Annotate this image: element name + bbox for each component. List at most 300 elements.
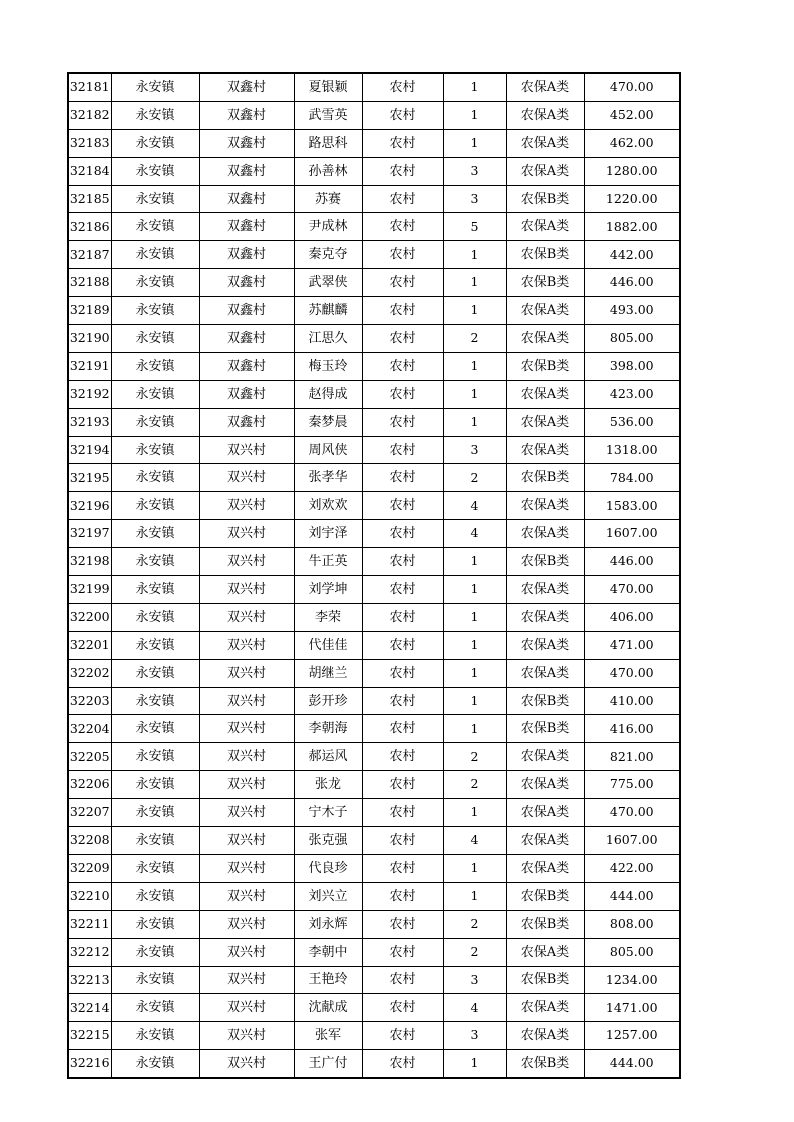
cell-name: 代良珍 — [294, 854, 362, 882]
cell-amount: 446.00 — [584, 269, 680, 297]
cell-name: 李朝中 — [294, 938, 362, 966]
cell-type: 农村 — [362, 129, 443, 157]
cell-count: 1 — [443, 854, 506, 882]
cell-type: 农村 — [362, 297, 443, 325]
cell-type: 农村 — [362, 576, 443, 604]
cell-count: 1 — [443, 241, 506, 269]
cell-id: 32189 — [68, 297, 111, 325]
cell-type: 农村 — [362, 185, 443, 213]
cell-name: 李朝海 — [294, 715, 362, 743]
table-row — [68, 1022, 680, 1050]
cell-amount: 808.00 — [584, 910, 680, 938]
cell-amount: 1257.00 — [584, 1022, 680, 1050]
cell-name: 武翠侠 — [294, 269, 362, 297]
cell-name: 江思久 — [294, 325, 362, 353]
cell-village: 双兴村 — [199, 548, 294, 576]
cell-count: 2 — [443, 910, 506, 938]
cell-count: 1 — [443, 548, 506, 576]
cell-village: 双兴村 — [199, 715, 294, 743]
cell-count: 1 — [443, 352, 506, 380]
cell-category: 农保A类 — [506, 325, 584, 353]
table-row — [68, 882, 680, 910]
cell-id: 32201 — [68, 631, 111, 659]
cell-name: 张龙 — [294, 771, 362, 799]
cell-category: 农保A类 — [506, 771, 584, 799]
cell-name: 张军 — [294, 1022, 362, 1050]
cell-amount: 775.00 — [584, 771, 680, 799]
cell-type: 农村 — [362, 380, 443, 408]
cell-name: 秦梦晨 — [294, 408, 362, 436]
cell-town: 永安镇 — [111, 1022, 199, 1050]
cell-village: 双兴村 — [199, 464, 294, 492]
cell-village: 双兴村 — [199, 520, 294, 548]
cell-name: 夏银颖 — [294, 73, 362, 101]
cell-name: 张克强 — [294, 827, 362, 855]
cell-type: 农村 — [362, 464, 443, 492]
table-row — [68, 1050, 680, 1078]
cell-id: 32204 — [68, 715, 111, 743]
cell-amount: 416.00 — [584, 715, 680, 743]
cell-count: 1 — [443, 576, 506, 604]
cell-type: 农村 — [362, 325, 443, 353]
cell-category: 农保A类 — [506, 520, 584, 548]
table-row — [68, 994, 680, 1022]
cell-town: 永安镇 — [111, 436, 199, 464]
cell-category: 农保B类 — [506, 715, 584, 743]
cell-category: 农保A类 — [506, 436, 584, 464]
cell-town: 永安镇 — [111, 910, 199, 938]
cell-id: 32188 — [68, 269, 111, 297]
table-row — [68, 325, 680, 353]
cell-id: 32216 — [68, 1050, 111, 1078]
table-row — [68, 576, 680, 604]
cell-id: 32213 — [68, 966, 111, 994]
cell-amount: 446.00 — [584, 548, 680, 576]
cell-count: 1 — [443, 603, 506, 631]
cell-amount: 1234.00 — [584, 966, 680, 994]
cell-amount: 821.00 — [584, 743, 680, 771]
cell-village: 双鑫村 — [199, 297, 294, 325]
cell-type: 农村 — [362, 101, 443, 129]
cell-count: 1 — [443, 129, 506, 157]
table-row — [68, 938, 680, 966]
document-page — [67, 72, 679, 1079]
cell-id: 32199 — [68, 576, 111, 604]
cell-town: 永安镇 — [111, 548, 199, 576]
cell-village: 双兴村 — [199, 1050, 294, 1078]
cell-id: 32207 — [68, 799, 111, 827]
cell-count: 2 — [443, 464, 506, 492]
cell-category: 农保A类 — [506, 157, 584, 185]
table-row — [68, 73, 680, 101]
cell-type: 农村 — [362, 631, 443, 659]
cell-count: 1 — [443, 687, 506, 715]
cell-town: 永安镇 — [111, 101, 199, 129]
cell-village: 双兴村 — [199, 799, 294, 827]
cell-amount: 406.00 — [584, 603, 680, 631]
cell-id: 32205 — [68, 743, 111, 771]
cell-name: 李荣 — [294, 603, 362, 631]
cell-name: 刘兴立 — [294, 882, 362, 910]
cell-category: 农保A类 — [506, 854, 584, 882]
cell-village: 双鑫村 — [199, 73, 294, 101]
cell-town: 永安镇 — [111, 297, 199, 325]
table-row — [68, 380, 680, 408]
cell-category: 农保B类 — [506, 910, 584, 938]
cell-type: 农村 — [362, 1022, 443, 1050]
cell-amount: 442.00 — [584, 241, 680, 269]
cell-count: 1 — [443, 101, 506, 129]
cell-type: 农村 — [362, 994, 443, 1022]
cell-category: 农保A类 — [506, 659, 584, 687]
table-row — [68, 548, 680, 576]
cell-amount: 1882.00 — [584, 213, 680, 241]
cell-name: 苏麒麟 — [294, 297, 362, 325]
cell-count: 1 — [443, 882, 506, 910]
cell-id: 32191 — [68, 352, 111, 380]
cell-town: 永安镇 — [111, 659, 199, 687]
cell-id: 32202 — [68, 659, 111, 687]
cell-count: 4 — [443, 994, 506, 1022]
cell-count: 3 — [443, 185, 506, 213]
cell-village: 双鑫村 — [199, 408, 294, 436]
cell-town: 永安镇 — [111, 576, 199, 604]
table-row — [68, 269, 680, 297]
cell-village: 双鑫村 — [199, 157, 294, 185]
cell-count: 3 — [443, 157, 506, 185]
cell-name: 刘欢欢 — [294, 492, 362, 520]
cell-type: 农村 — [362, 492, 443, 520]
cell-type: 农村 — [362, 408, 443, 436]
cell-category: 农保A类 — [506, 297, 584, 325]
cell-town: 永安镇 — [111, 213, 199, 241]
cell-category: 农保A类 — [506, 603, 584, 631]
cell-category: 农保A类 — [506, 631, 584, 659]
cell-town: 永安镇 — [111, 408, 199, 436]
cell-amount: 423.00 — [584, 380, 680, 408]
cell-category: 农保B类 — [506, 241, 584, 269]
cell-type: 农村 — [362, 659, 443, 687]
cell-name: 郝运风 — [294, 743, 362, 771]
cell-type: 农村 — [362, 520, 443, 548]
cell-type: 农村 — [362, 548, 443, 576]
cell-category: 农保B类 — [506, 185, 584, 213]
cell-category: 农保A类 — [506, 73, 584, 101]
cell-name: 王艳玲 — [294, 966, 362, 994]
table-row — [68, 799, 680, 827]
table-row — [68, 492, 680, 520]
cell-town: 永安镇 — [111, 994, 199, 1022]
cell-village: 双鑫村 — [199, 129, 294, 157]
cell-id: 32208 — [68, 827, 111, 855]
table-row — [68, 715, 680, 743]
cell-id: 32190 — [68, 325, 111, 353]
table-row — [68, 771, 680, 799]
cell-count: 1 — [443, 799, 506, 827]
cell-amount: 536.00 — [584, 408, 680, 436]
cell-amount: 805.00 — [584, 325, 680, 353]
cell-village: 双兴村 — [199, 603, 294, 631]
cell-type: 农村 — [362, 771, 443, 799]
cell-id: 32209 — [68, 854, 111, 882]
cell-count: 1 — [443, 380, 506, 408]
cell-town: 永安镇 — [111, 966, 199, 994]
cell-category: 农保B类 — [506, 966, 584, 994]
cell-village: 双鑫村 — [199, 352, 294, 380]
cell-count: 2 — [443, 325, 506, 353]
cell-amount: 1280.00 — [584, 157, 680, 185]
cell-id: 32184 — [68, 157, 111, 185]
cell-amount: 470.00 — [584, 73, 680, 101]
cell-category: 农保A类 — [506, 408, 584, 436]
cell-village: 双兴村 — [199, 994, 294, 1022]
cell-village: 双兴村 — [199, 659, 294, 687]
cell-id: 32187 — [68, 241, 111, 269]
cell-town: 永安镇 — [111, 938, 199, 966]
cell-village: 双鑫村 — [199, 213, 294, 241]
cell-amount: 422.00 — [584, 854, 680, 882]
cell-count: 3 — [443, 966, 506, 994]
cell-count: 2 — [443, 771, 506, 799]
table-row — [68, 966, 680, 994]
cell-town: 永安镇 — [111, 157, 199, 185]
cell-id: 32186 — [68, 213, 111, 241]
cell-name: 孙善林 — [294, 157, 362, 185]
cell-village: 双兴村 — [199, 436, 294, 464]
cell-name: 宁木子 — [294, 799, 362, 827]
cell-name: 武雪英 — [294, 101, 362, 129]
cell-count: 1 — [443, 659, 506, 687]
cell-town: 永安镇 — [111, 352, 199, 380]
cell-id: 32192 — [68, 380, 111, 408]
cell-type: 农村 — [362, 882, 443, 910]
cell-village: 双兴村 — [199, 743, 294, 771]
cell-amount: 462.00 — [584, 129, 680, 157]
cell-id: 32211 — [68, 910, 111, 938]
cell-count: 1 — [443, 715, 506, 743]
cell-town: 永安镇 — [111, 325, 199, 353]
cell-name: 张孝华 — [294, 464, 362, 492]
table-row — [68, 297, 680, 325]
cell-category: 农保A类 — [506, 994, 584, 1022]
cell-count: 4 — [443, 520, 506, 548]
table-row — [68, 408, 680, 436]
cell-name: 苏赛 — [294, 185, 362, 213]
cell-category: 农保A类 — [506, 101, 584, 129]
cell-id: 32200 — [68, 603, 111, 631]
cell-village: 双兴村 — [199, 966, 294, 994]
cell-town: 永安镇 — [111, 73, 199, 101]
cell-count: 1 — [443, 297, 506, 325]
cell-amount: 444.00 — [584, 1050, 680, 1078]
cell-type: 农村 — [362, 827, 443, 855]
cell-type: 农村 — [362, 603, 443, 631]
cell-id: 32195 — [68, 464, 111, 492]
cell-amount: 784.00 — [584, 464, 680, 492]
cell-count: 1 — [443, 631, 506, 659]
table-row — [68, 659, 680, 687]
cell-town: 永安镇 — [111, 743, 199, 771]
cell-category: 农保A类 — [506, 799, 584, 827]
cell-town: 永安镇 — [111, 269, 199, 297]
cell-town: 永安镇 — [111, 464, 199, 492]
cell-category: 农保B类 — [506, 269, 584, 297]
cell-category: 农保B类 — [506, 464, 584, 492]
table-row — [68, 854, 680, 882]
cell-village: 双兴村 — [199, 771, 294, 799]
cell-type: 农村 — [362, 269, 443, 297]
cell-amount: 1318.00 — [584, 436, 680, 464]
cell-type: 农村 — [362, 213, 443, 241]
cell-amount: 444.00 — [584, 882, 680, 910]
table-row — [68, 185, 680, 213]
cell-type: 农村 — [362, 687, 443, 715]
cell-category: 农保A类 — [506, 576, 584, 604]
cell-category: 农保A类 — [506, 743, 584, 771]
cell-category: 农保A类 — [506, 492, 584, 520]
cell-id: 32206 — [68, 771, 111, 799]
cell-id: 32185 — [68, 185, 111, 213]
cell-count: 4 — [443, 492, 506, 520]
cell-type: 农村 — [362, 799, 443, 827]
cell-village: 双兴村 — [199, 854, 294, 882]
cell-town: 永安镇 — [111, 771, 199, 799]
cell-village: 双鑫村 — [199, 241, 294, 269]
cell-village: 双兴村 — [199, 938, 294, 966]
cell-name: 刘永辉 — [294, 910, 362, 938]
cell-village: 双鑫村 — [199, 185, 294, 213]
cell-id: 32194 — [68, 436, 111, 464]
cell-count: 2 — [443, 938, 506, 966]
cell-type: 农村 — [362, 1050, 443, 1078]
cell-type: 农村 — [362, 854, 443, 882]
cell-count: 5 — [443, 213, 506, 241]
cell-amount: 452.00 — [584, 101, 680, 129]
cell-amount: 398.00 — [584, 352, 680, 380]
table-row — [68, 631, 680, 659]
cell-town: 永安镇 — [111, 827, 199, 855]
cell-amount: 470.00 — [584, 659, 680, 687]
cell-id: 32181 — [68, 73, 111, 101]
table-row — [68, 743, 680, 771]
cell-id: 32212 — [68, 938, 111, 966]
table-row — [68, 687, 680, 715]
cell-name: 刘学坤 — [294, 576, 362, 604]
cell-amount: 470.00 — [584, 576, 680, 604]
table-row — [68, 157, 680, 185]
cell-category: 农保A类 — [506, 380, 584, 408]
cell-town: 永安镇 — [111, 715, 199, 743]
cell-amount: 470.00 — [584, 799, 680, 827]
table-row — [68, 464, 680, 492]
cell-town: 永安镇 — [111, 185, 199, 213]
cell-id: 32214 — [68, 994, 111, 1022]
cell-count: 1 — [443, 408, 506, 436]
cell-count: 3 — [443, 436, 506, 464]
cell-name: 王广付 — [294, 1050, 362, 1078]
cell-type: 农村 — [362, 352, 443, 380]
table-row — [68, 603, 680, 631]
cell-amount: 1583.00 — [584, 492, 680, 520]
cell-type: 农村 — [362, 241, 443, 269]
table-row — [68, 910, 680, 938]
table-row — [68, 129, 680, 157]
cell-village: 双兴村 — [199, 687, 294, 715]
cell-category: 农保B类 — [506, 882, 584, 910]
cell-town: 永安镇 — [111, 380, 199, 408]
cell-town: 永安镇 — [111, 603, 199, 631]
cell-town: 永安镇 — [111, 241, 199, 269]
cell-village: 双兴村 — [199, 910, 294, 938]
cell-id: 32196 — [68, 492, 111, 520]
cell-name: 彭开珍 — [294, 687, 362, 715]
cell-amount: 805.00 — [584, 938, 680, 966]
cell-name: 梅玉玲 — [294, 352, 362, 380]
table-row — [68, 827, 680, 855]
cell-town: 永安镇 — [111, 687, 199, 715]
cell-town: 永安镇 — [111, 129, 199, 157]
cell-village: 双兴村 — [199, 1022, 294, 1050]
cell-id: 32183 — [68, 129, 111, 157]
cell-id: 32197 — [68, 520, 111, 548]
cell-name: 周风侠 — [294, 436, 362, 464]
cell-category: 农保A类 — [506, 129, 584, 157]
cell-town: 永安镇 — [111, 854, 199, 882]
cell-town: 永安镇 — [111, 882, 199, 910]
cell-count: 2 — [443, 743, 506, 771]
cell-amount: 493.00 — [584, 297, 680, 325]
cell-count: 1 — [443, 73, 506, 101]
cell-amount: 1220.00 — [584, 185, 680, 213]
cell-type: 农村 — [362, 938, 443, 966]
cell-type: 农村 — [362, 157, 443, 185]
table-row — [68, 436, 680, 464]
cell-name: 赵得成 — [294, 380, 362, 408]
cell-id: 32210 — [68, 882, 111, 910]
cell-id: 32215 — [68, 1022, 111, 1050]
cell-count: 4 — [443, 827, 506, 855]
cell-town: 永安镇 — [111, 799, 199, 827]
cell-amount: 1471.00 — [584, 994, 680, 1022]
table-body — [68, 73, 680, 1078]
cell-type: 农村 — [362, 73, 443, 101]
cell-type: 农村 — [362, 715, 443, 743]
cell-category: 农保B类 — [506, 1050, 584, 1078]
cell-id: 32198 — [68, 548, 111, 576]
table-row — [68, 213, 680, 241]
cell-type: 农村 — [362, 436, 443, 464]
cell-village: 双鑫村 — [199, 101, 294, 129]
cell-category: 农保A类 — [506, 827, 584, 855]
cell-id: 32193 — [68, 408, 111, 436]
cell-amount: 1607.00 — [584, 520, 680, 548]
cell-id: 32203 — [68, 687, 111, 715]
cell-amount: 471.00 — [584, 631, 680, 659]
cell-amount: 1607.00 — [584, 827, 680, 855]
beneficiary-table — [67, 72, 681, 1079]
cell-type: 农村 — [362, 743, 443, 771]
cell-name: 胡继兰 — [294, 659, 362, 687]
table-row — [68, 352, 680, 380]
cell-village: 双兴村 — [199, 492, 294, 520]
cell-name: 尹成林 — [294, 213, 362, 241]
cell-name: 代佳佳 — [294, 631, 362, 659]
cell-town: 永安镇 — [111, 1050, 199, 1078]
cell-category: 农保A类 — [506, 1022, 584, 1050]
cell-town: 永安镇 — [111, 492, 199, 520]
cell-town: 永安镇 — [111, 520, 199, 548]
cell-category: 农保A类 — [506, 938, 584, 966]
